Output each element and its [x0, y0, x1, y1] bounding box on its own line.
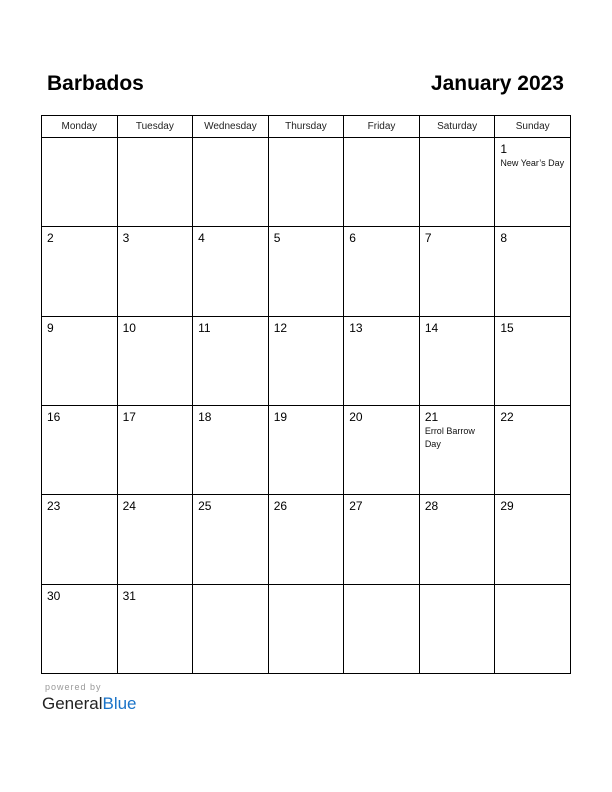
weekday-header-row	[42, 116, 571, 138]
holiday-label	[118, 142, 193, 143]
day-number: 25	[198, 499, 212, 514]
weekday-header: Monday	[42, 116, 118, 138]
holiday-label	[118, 335, 193, 336]
weekday-header: Friday	[344, 116, 420, 138]
holiday-label	[344, 589, 419, 590]
holiday-label	[495, 589, 570, 590]
day-cell	[344, 495, 420, 584]
day-cell	[419, 138, 495, 227]
day-number: 3	[122, 231, 130, 246]
holiday-label	[193, 142, 268, 143]
day-cell	[117, 316, 193, 405]
day-number: 22	[500, 409, 514, 424]
day-cell	[42, 138, 118, 227]
day-cell	[193, 138, 269, 227]
holiday-label	[269, 424, 344, 425]
day-number: 12	[273, 320, 288, 335]
weekday-header: Thursday	[268, 116, 344, 138]
holiday-label	[193, 589, 268, 590]
weekday-header: Saturday	[419, 116, 495, 138]
holiday-label	[42, 245, 117, 246]
day-number: 30	[47, 588, 61, 603]
holiday-label	[495, 335, 570, 336]
day-cell	[42, 584, 118, 673]
holiday-label	[344, 245, 419, 246]
week-row	[42, 495, 571, 584]
day-cell	[268, 584, 344, 673]
holiday-label	[344, 142, 419, 143]
country-title: Barbados	[47, 72, 144, 95]
day-cell	[268, 227, 344, 316]
day-cell	[419, 405, 495, 494]
holiday-label	[420, 335, 495, 336]
holiday-label	[42, 603, 117, 604]
day-number: 18	[198, 409, 212, 424]
day-number: 6	[349, 231, 356, 246]
holiday-label	[118, 424, 193, 425]
holiday-label	[42, 424, 117, 425]
day-cell	[268, 138, 344, 227]
day-cell	[193, 316, 269, 405]
holiday-label	[42, 335, 117, 336]
holiday-label	[344, 424, 419, 425]
day-cell	[344, 138, 420, 227]
day-number: 28	[424, 499, 439, 514]
day-number: 27	[349, 499, 363, 514]
week-row	[42, 316, 571, 405]
holiday-label	[269, 513, 344, 514]
day-cell	[117, 227, 193, 316]
holiday-label	[42, 513, 117, 514]
day-number: 15	[500, 320, 514, 335]
day-cell	[419, 495, 495, 584]
calendar-grid	[41, 115, 571, 674]
powered-by-text: powered by	[45, 682, 102, 692]
holiday-label	[495, 513, 570, 514]
day-cell	[268, 316, 344, 405]
day-number: 9	[47, 320, 54, 335]
holiday-label	[118, 603, 193, 604]
day-cell	[419, 316, 495, 405]
day-cell	[419, 227, 495, 316]
day-cell	[268, 405, 344, 494]
holiday-label	[193, 335, 268, 336]
day-cell	[344, 316, 420, 405]
day-cell	[495, 227, 571, 316]
holiday-label	[42, 142, 117, 143]
day-cell	[344, 584, 420, 673]
holiday-label	[495, 424, 570, 425]
holiday-label	[193, 424, 268, 425]
day-cell	[117, 138, 193, 227]
day-cell	[193, 405, 269, 494]
brand-logo[interactable]	[42, 693, 137, 715]
day-cell	[193, 227, 269, 316]
brand-name-part2: Blue	[102, 694, 137, 713]
holiday-label	[269, 335, 344, 336]
day-cell	[495, 138, 571, 227]
holiday-label: New Year’s Day	[500, 158, 565, 168]
day-number: 29	[500, 499, 514, 514]
day-cell	[42, 405, 118, 494]
holiday-label	[420, 513, 495, 514]
month-title: January 2023	[430, 72, 564, 95]
day-number: 11	[198, 320, 211, 335]
day-cell	[495, 495, 571, 584]
holiday-label	[344, 335, 419, 336]
day-number: 1	[500, 142, 508, 156]
week-row	[42, 405, 571, 494]
holiday-label: Errol Barrow Day	[424, 425, 475, 449]
day-number: 21	[424, 409, 439, 424]
day-number: 23	[47, 499, 61, 514]
day-cell	[419, 584, 495, 673]
day-number: 19	[273, 409, 288, 424]
week-row	[42, 138, 571, 227]
day-number: 4	[198, 231, 205, 246]
day-cell	[117, 495, 193, 584]
holiday-label	[269, 245, 344, 246]
day-number: 24	[122, 499, 136, 514]
day-cell	[42, 227, 118, 316]
week-row	[42, 227, 571, 316]
holiday-label	[118, 513, 193, 514]
day-number: 14	[424, 320, 439, 335]
holiday-label	[193, 245, 268, 246]
holiday-label	[344, 513, 419, 514]
day-number: 16	[47, 409, 61, 424]
weekday-header: Sunday	[495, 116, 571, 138]
day-number: 7	[424, 231, 432, 246]
holiday-label	[269, 589, 344, 590]
holiday-label	[420, 589, 495, 590]
holiday-label	[495, 245, 570, 246]
day-cell	[193, 584, 269, 673]
weekday-header: Wednesday	[193, 116, 269, 138]
day-cell	[495, 405, 571, 494]
day-number: 8	[500, 231, 508, 246]
holiday-label	[118, 245, 193, 246]
day-cell	[495, 584, 571, 673]
day-number: 26	[273, 499, 288, 514]
holiday-label	[420, 245, 495, 246]
holiday-label	[269, 142, 344, 143]
day-number: 17	[122, 409, 136, 424]
day-cell	[117, 584, 193, 673]
holiday-label	[420, 142, 495, 143]
week-row	[42, 584, 571, 673]
day-cell	[193, 495, 269, 584]
day-cell	[42, 316, 118, 405]
day-cell	[268, 495, 344, 584]
day-cell	[495, 316, 571, 405]
day-number: 31	[122, 588, 136, 603]
day-number: 20	[349, 409, 363, 424]
holiday-label	[193, 513, 268, 514]
day-number: 5	[273, 231, 281, 246]
day-cell	[117, 405, 193, 494]
day-number: 10	[122, 320, 136, 335]
day-cell	[344, 405, 420, 494]
day-number: 2	[47, 231, 54, 246]
day-number: 13	[349, 320, 363, 335]
weekday-header: Tuesday	[117, 116, 193, 138]
brand-name-part1: General	[42, 694, 103, 713]
day-cell	[344, 227, 420, 316]
day-cell	[42, 495, 118, 584]
